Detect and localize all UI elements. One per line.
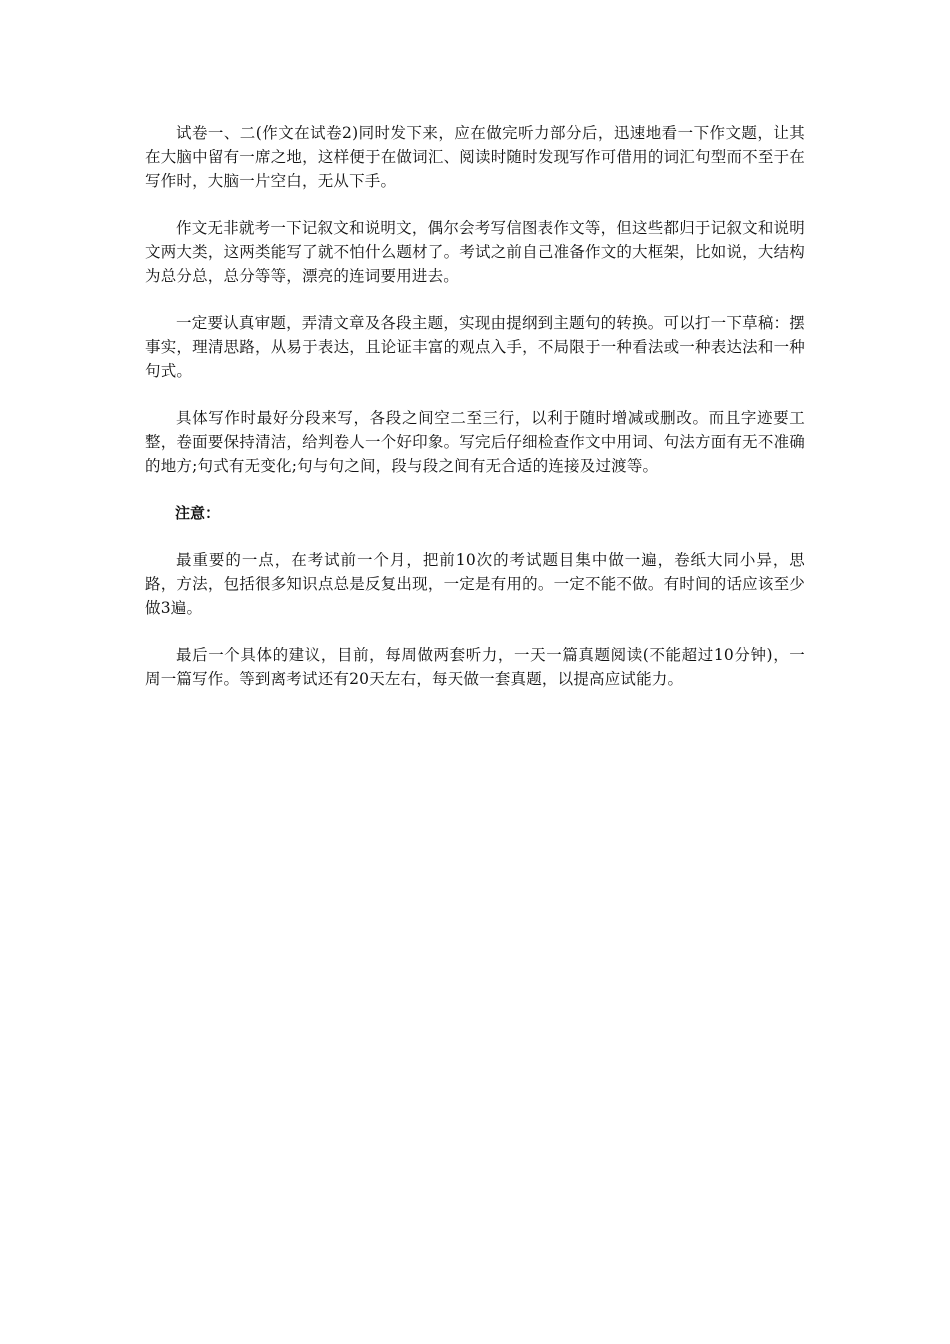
paragraph-final-suggestion: 最后一个具体的建议，目前，每周做两套听力，一天一篇真题阅读(不能超过10分钟)，一周一篇写作。等到离考试还有20天左右，每天做一套真题，以提高应试能力。: [145, 646, 805, 688]
paragraph-practice-exams: 最重要的一点，在考试前一个月，把前10次的考试题目集中做一遍，卷纸大同小异，思路，方法，包括很多知识点总是反复出现，一定是有用的。一定不能不做。有时间的话应该至少做3遍。: [145, 551, 805, 617]
paragraph-essay-types: 作文无非就考一下记叙文和说明文，偶尔会考写信图表作文等，但这些都归于记叙文和说明文两大类，这两类能写了就不怕什么题材了。考试之前自己准备作文的大框架，比如说，大结构为总分总，总分等等，漂亮的连词要用进去。: [145, 219, 805, 285]
document-body: [145, 121, 805, 714]
paragraph-exam-papers: 试卷一、二(作文在试卷2)同时发下来，应在做完听力部分后，迅速地看一下作文题，让其在大脑中留有一席之地，这样便于在做词汇、阅读时随时发现写作可借用的词汇句型而不至于在写作时，大脑一片空白，无从下手。: [145, 124, 805, 190]
paragraph-review-topic: 一定要认真审题，弄清文章及各段主题，实现由提纲到主题句的转换。可以打一下草稿：摆事实，理清思路，从易于表达，且论证丰富的观点入手，不局限于一种看法或一种表达法和一种句式。: [145, 314, 805, 380]
paragraph-writing-tips: 具体写作时最好分段来写，各段之间空二至三行，以利于随时增减或删改。而且字迹要工整，卷面要保持清洁，给判卷人一个好印象。写完后仔细检查作文中用词、句法方面有无不准确的地方;句式有无变化;句与句之间，段与段之间有无合适的连接及过渡等。: [145, 409, 805, 475]
note-heading: 注意：: [175, 504, 221, 522]
